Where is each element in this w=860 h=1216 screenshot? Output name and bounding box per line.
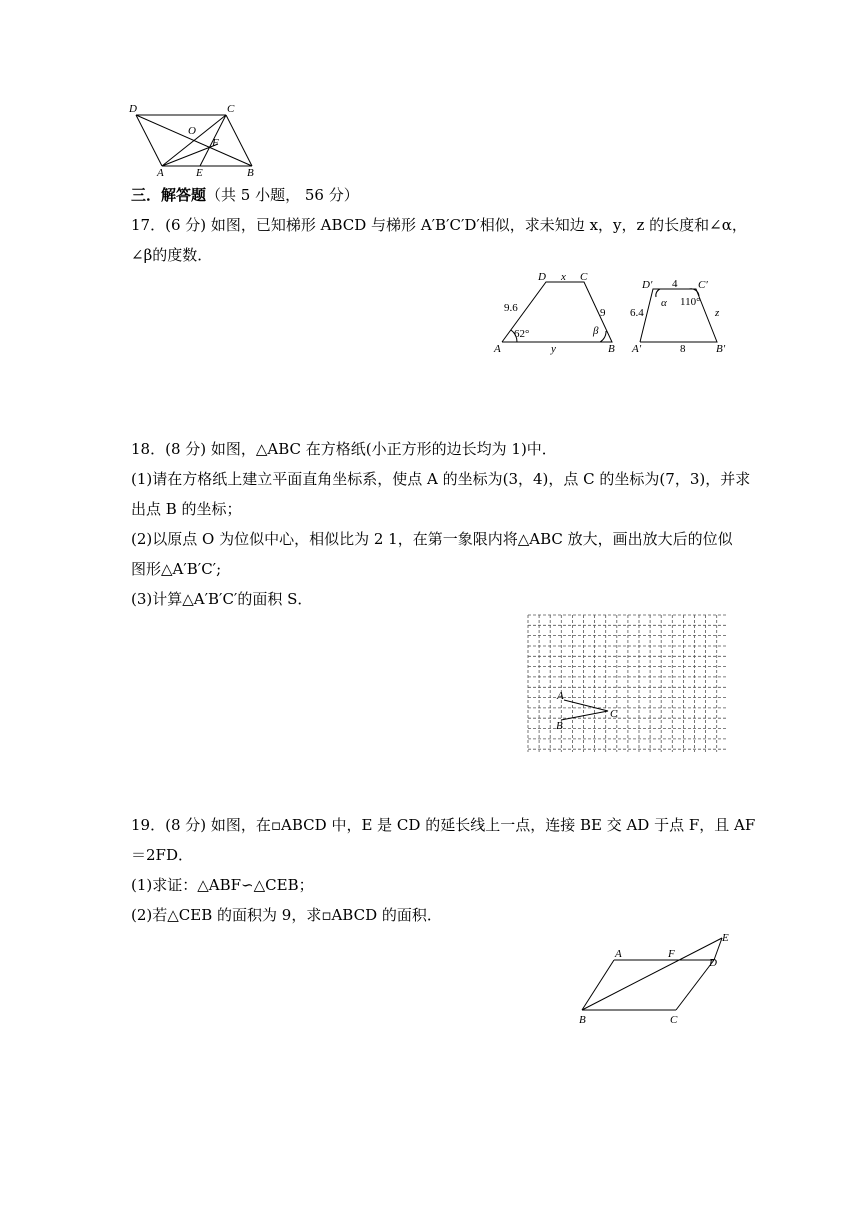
q19-label-c: C (670, 1014, 678, 1026)
right-top: 4 (672, 278, 678, 290)
right-label-z: z (715, 307, 720, 319)
q17-line-1: 17．(6 分) 如图，已知梯形 ABCD 与梯形 A′B′C′D′相似，求未知边 x，y，z 的长度和∠α， (131, 216, 747, 234)
right-alpha: α (661, 297, 667, 309)
right-angle-c: 110° (680, 296, 701, 308)
right-label-b: B′ (716, 343, 726, 355)
q19-line-1: 19．(8 分) 如图，在▫ABCD 中，E 是 CD 的延长线上一点，连接 BE 交 AD 于点 F，且 AF (131, 816, 756, 834)
left-side-bc: 9 (600, 307, 606, 319)
grid-label-a: A (557, 690, 564, 702)
right-bottom: 8 (680, 343, 686, 355)
section-heading-bold: 三．解答题 (131, 186, 207, 204)
q18-line-5: 图形△A′B′C′; (131, 560, 222, 578)
square-grid-figure (527, 614, 729, 754)
label-c: C (227, 103, 235, 115)
right-label-a: A′ (632, 343, 642, 355)
label-a: A (157, 167, 164, 179)
label-d: D (129, 103, 137, 115)
q19-label-d: D (709, 957, 717, 969)
left-beta: β (593, 325, 599, 337)
left-label-c: C (580, 271, 588, 283)
q19-label-f: F (668, 948, 675, 960)
section-heading-rest: （共 5 小题， 56 分） (206, 186, 359, 204)
left-angle-a: 62° (514, 328, 530, 340)
label-o: O (188, 125, 196, 137)
section-heading (131, 185, 359, 205)
q18-line-1: 18．(8 分) 如图，△ABC 在方格纸(小正方形的边长均为 1)中． (131, 440, 557, 458)
right-label-c: C′ (698, 279, 708, 291)
q18-line-4: (2)以原点 O 为位似中心，相似比为 2 1，在第一象限内将△ABC 放大，画出放大后的位似 (131, 530, 733, 548)
left-label-y: y (551, 343, 556, 355)
trapezoid-figures (490, 270, 740, 360)
left-label-x: x (561, 271, 566, 283)
right-side-ad: 6.4 (630, 307, 644, 319)
q17-line-2: ∠β的度数． (131, 246, 213, 264)
q18-line-6: (3)计算△A′B′C′的面积 S． (131, 590, 313, 608)
left-label-a: A (494, 343, 501, 355)
label-f: F (212, 137, 219, 149)
left-side-ad: 9.6 (504, 302, 518, 314)
q19-line-2: ＝2FD． (131, 846, 193, 864)
right-label-d: D′ (642, 279, 653, 291)
parallelogram-figure-q19 (576, 928, 736, 1028)
left-label-b: B (608, 343, 615, 355)
grid-label-b: B (556, 720, 563, 732)
q19-label-e: E (722, 932, 729, 944)
label-e: E (196, 167, 203, 179)
label-b: B (247, 167, 254, 179)
parallelogram-figure-top (126, 100, 266, 180)
q19-line-4: (2)若△CEB 的面积为 9，求▫ABCD 的面积． (131, 906, 442, 924)
grid-label-c: C (610, 708, 618, 720)
q18-line-2: (1)请在方格纸上建立平面直角坐标系，使点 A 的坐标为(3，4)，点 C 的坐标为(7，3)，并求 (131, 470, 751, 488)
q18-line-3: 出点 B 的坐标； (131, 500, 242, 518)
q19-label-b: B (579, 1014, 586, 1026)
q19-line-3: (1)求证：△ABF∽△CEB； (131, 876, 314, 894)
left-label-d: D (538, 271, 546, 283)
q19-label-a: A (615, 948, 622, 960)
